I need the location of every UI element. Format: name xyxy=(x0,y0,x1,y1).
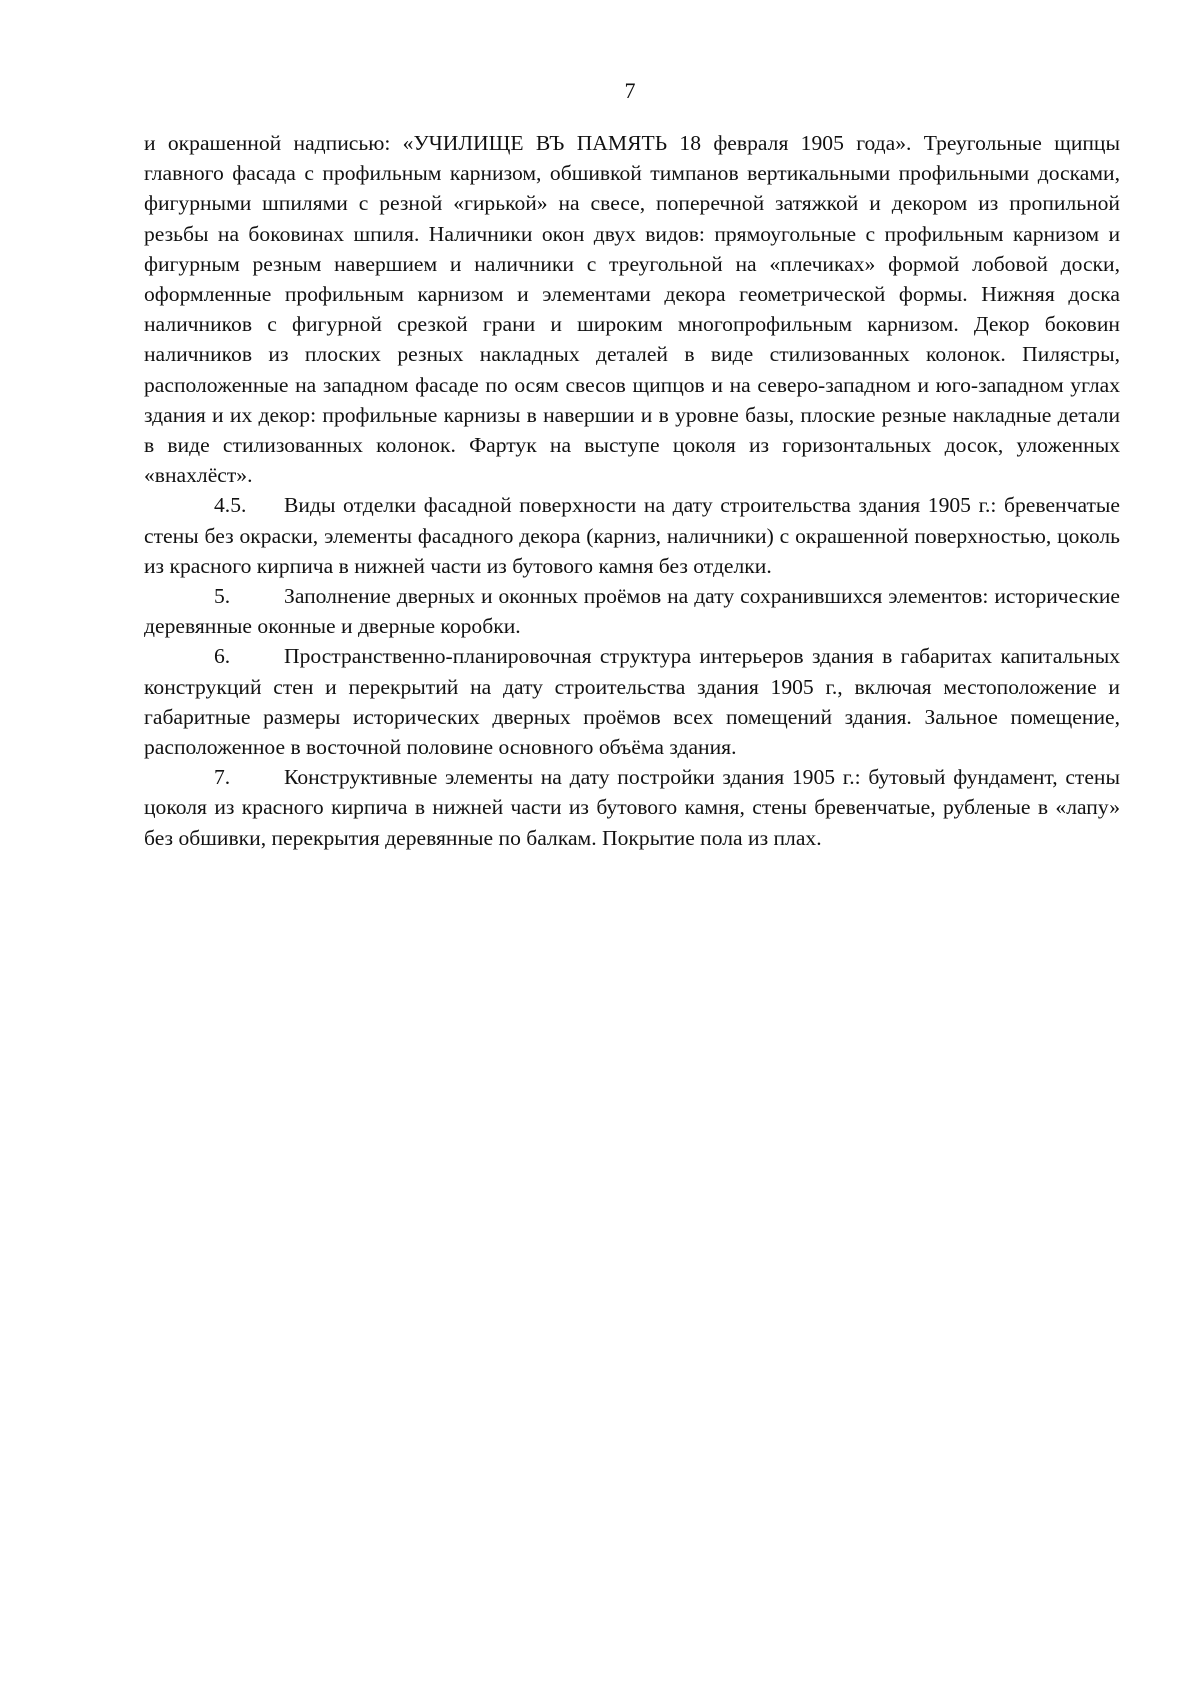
page-number: 7 xyxy=(624,78,636,103)
paragraph-7 xyxy=(144,762,1120,853)
paragraph-number: 4.5. xyxy=(214,493,247,518)
paragraph-number: 6. xyxy=(214,644,231,669)
paragraph-text: Пространственно-планировочная структура интерьеров здания в габаритах капитальных конструкций стен и перекрытий на дату строительства здания 1905 г., включая местоположение и габаритные размеры исторических дверных проёмов всех помещений здания. Зальное помещение, расположенное в восточной половине основного объёма здания. xyxy=(144,644,1120,760)
paragraph-5 xyxy=(144,581,1120,641)
paragraph-text: Конструктивные элементы на дату постройки здания 1905 г.: бутовый фундамент, стены цоколя из красного кирпича в нижней части из бутового камня, стены бревенчатые, рубленые в «лапу» без обшивки, перекрытия деревянные по балкам. Покрытие пола из плах. xyxy=(144,765,1120,850)
paragraph-number: 7. xyxy=(214,765,231,790)
document-body xyxy=(144,128,1120,853)
paragraph-6 xyxy=(144,641,1120,762)
paragraph-number: 5. xyxy=(214,584,231,609)
paragraph-text: и окрашенной надписью: «УЧИЛИЩЕ ВЪ ПАМЯТЬ 18 февраля 1905 года». Треугольные щипцы главного фасада с профильным карнизом, обшивкой тимпанов вертикальными профильными досками, фигурными шпилями с резной «гирькой» на свесе, поперечной затяжкой и декором из пропильной резьбы на боковинах шпиля. Наличники окон двух видов: прямоугольные с профильным карнизом и фигурным резным навершием и наличники с треугольной на «плечиках» формой лобовой доски, оформленные профильным карнизом и элементами декора геометрической формы. Нижняя доска наличников с фигурной срезкой грани и широким многопрофильным карнизом. Декор боковин наличников из плоских резных накладных деталей в виде стилизованных колонок. Пилястры, расположенные на западном фасаде по осям свесов щипцов и на северо-западном и юго-западном углах здания и их декор: профильные карнизы в навершии и в уровне базы, плоские резные накладные детали в виде стилизованных колонок. Фартук на выступе цоколя из горизонтальных досок, уложенных «внахлёст». xyxy=(144,131,1120,488)
paragraph-4-5 xyxy=(144,490,1120,581)
paragraph-text: Заполнение дверных и оконных проёмов на дату сохранившихся элементов: исторические деревянные оконные и дверные коробки. xyxy=(144,584,1120,639)
paragraph-text: Виды отделки фасадной поверхности на дату строительства здания 1905 г.: бревенчатые стены без окраски, элементы фасадного декора (карниз, наличники) с окрашенной поверхностью, цоколь из красного кирпича в нижней части из бутового камня без отделки. xyxy=(144,493,1120,578)
paragraph-continuation xyxy=(144,128,1120,490)
